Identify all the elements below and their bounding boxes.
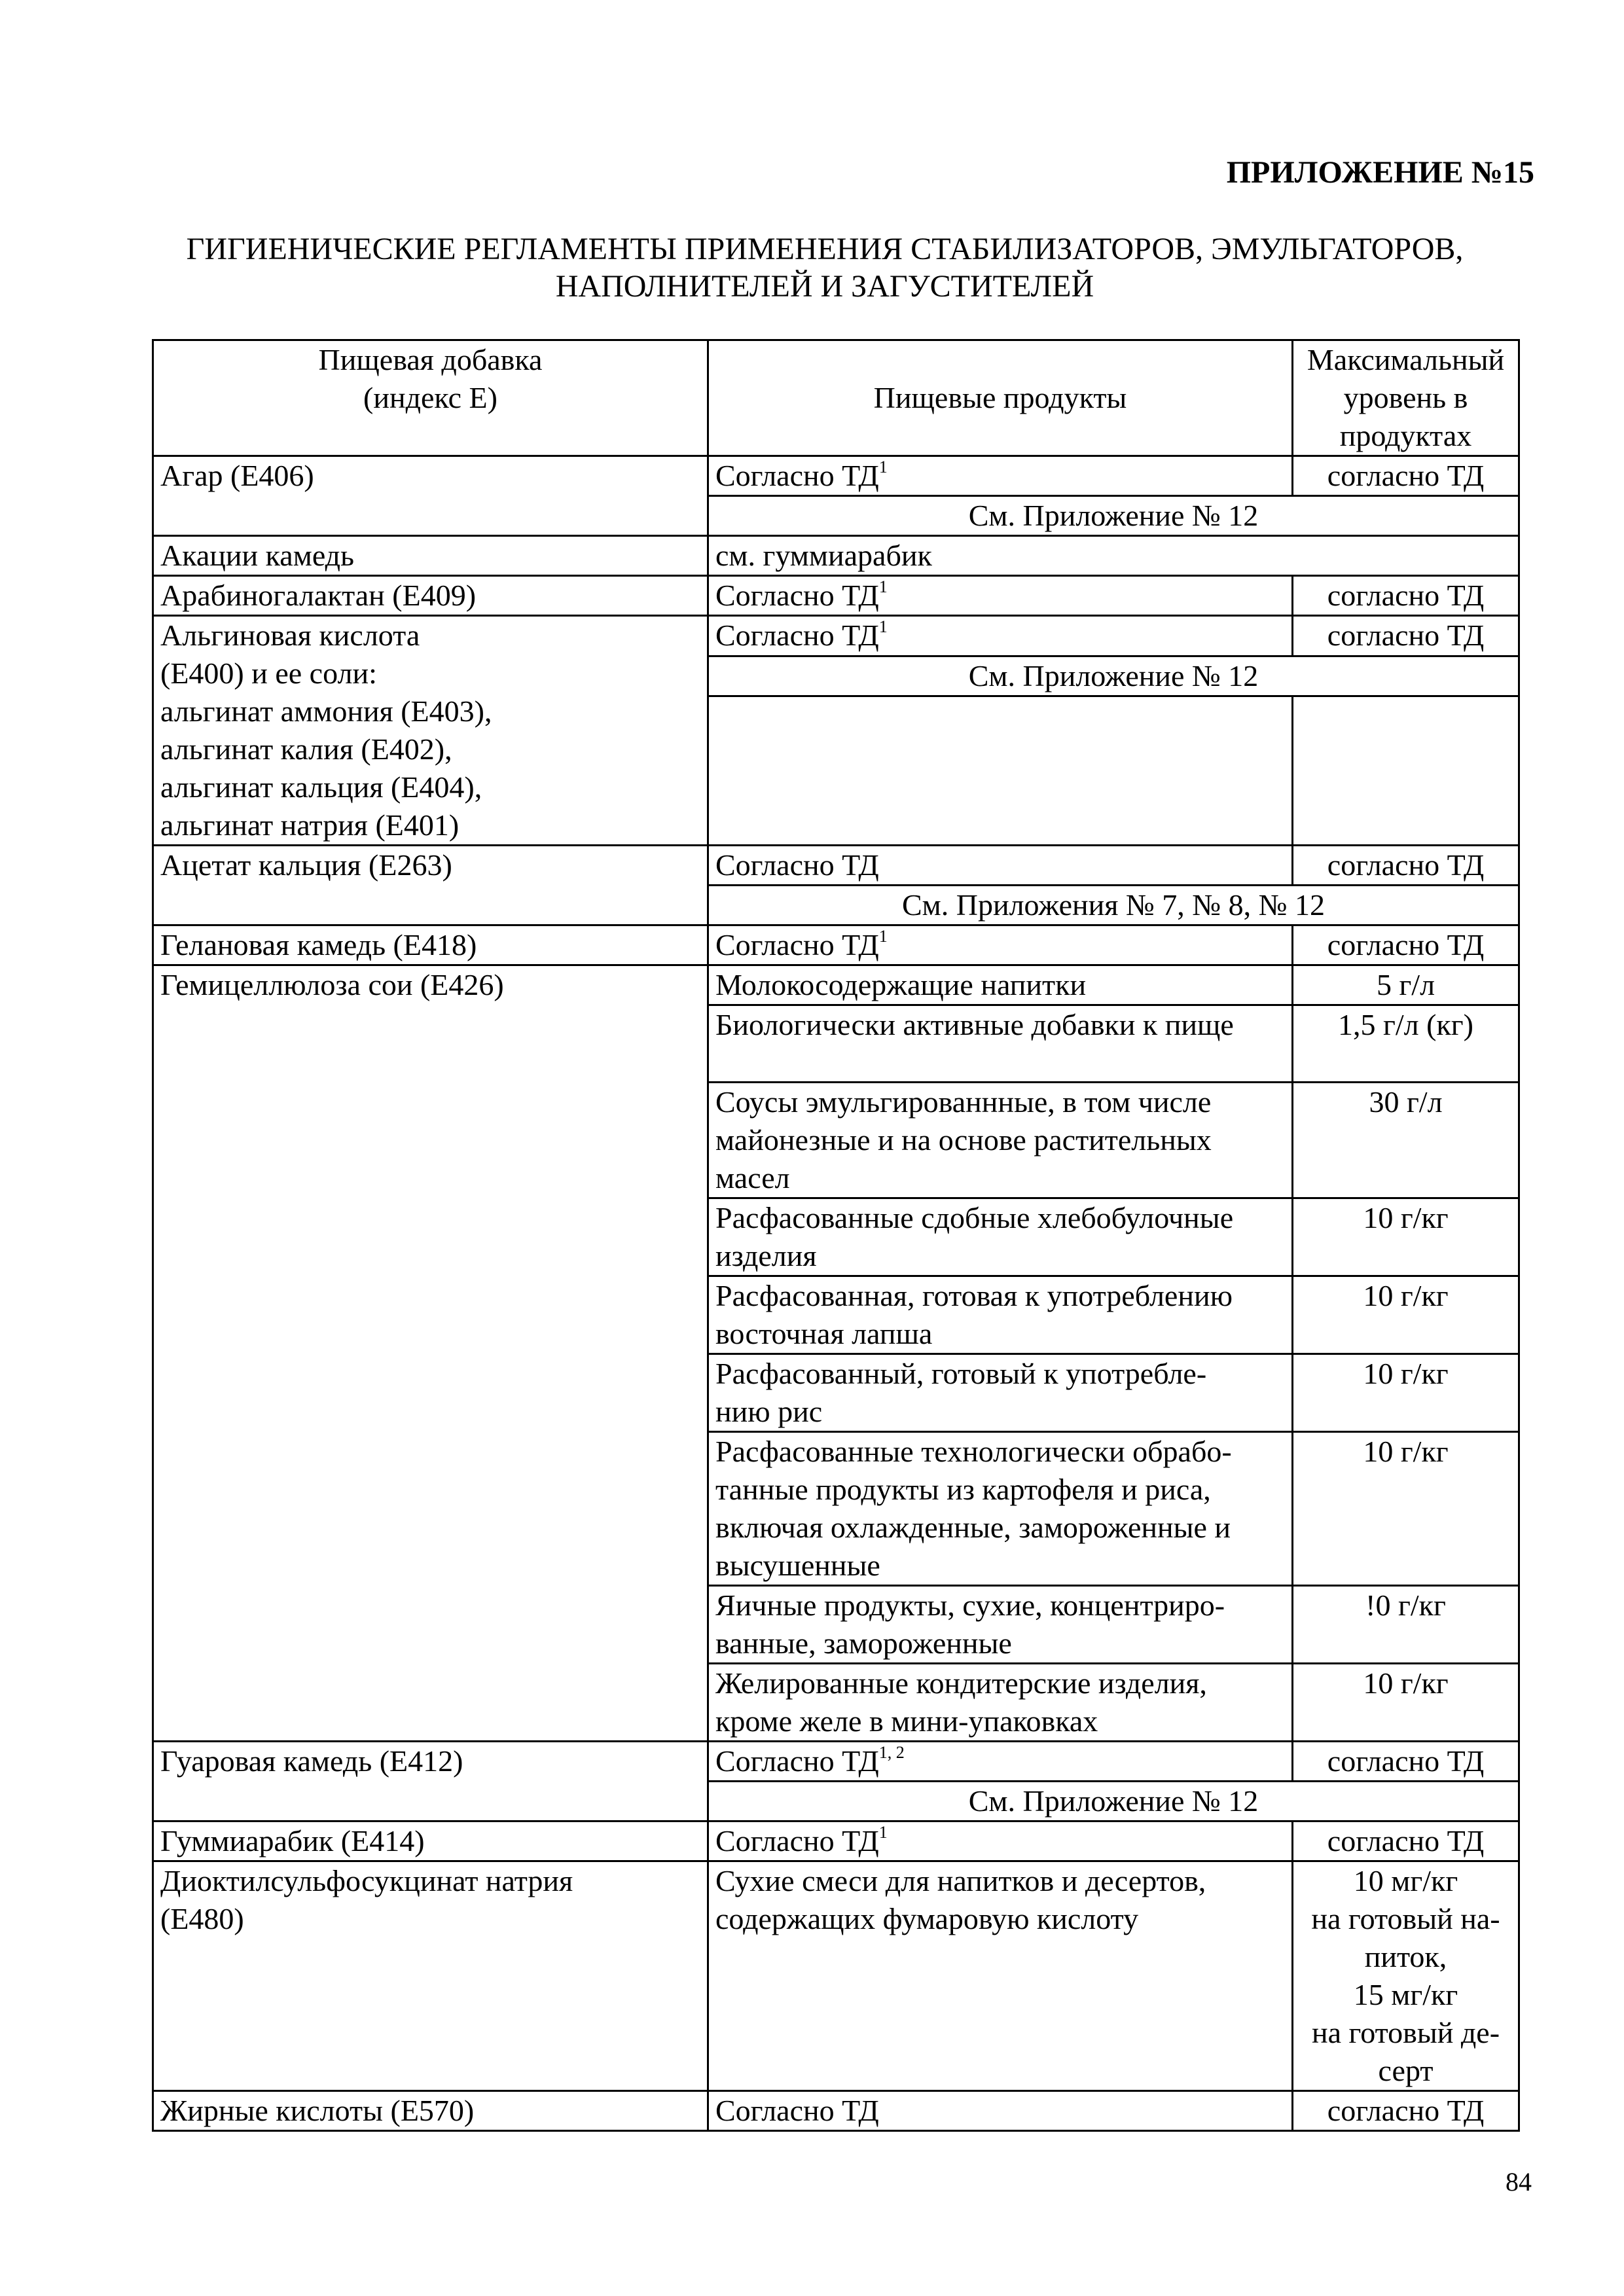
- level-cell: согласно ТД: [1293, 576, 1519, 616]
- header-text: (индекс Е): [363, 381, 497, 414]
- product-text: Согласно ТД: [715, 459, 879, 492]
- product-line: содержащих фумаровую кислоту: [715, 1902, 1139, 1935]
- table-row: [153, 2091, 1519, 2131]
- additive-cell: Ацетат кальция (Е263): [153, 846, 708, 925]
- product-cell: [708, 1586, 1293, 1664]
- product-cell: [708, 456, 1293, 496]
- footnote-mark: 1, 2: [878, 1743, 905, 1762]
- additive-cell: Гелановая камедь (Е418): [153, 925, 708, 965]
- level-cell: 5 г/л: [1293, 965, 1519, 1005]
- footnote-mark: 1: [878, 457, 888, 476]
- header-text: продуктах: [1339, 419, 1472, 452]
- level-line: серт: [1378, 2054, 1434, 2087]
- product-line: Молокосодержащие напитки: [715, 968, 1087, 1001]
- product-cell: [708, 576, 1293, 616]
- product-text: Согласно ТД: [715, 1824, 879, 1857]
- note-cell: См. Приложение № 12: [708, 1782, 1519, 1821]
- product-line: включая охлажденные, замороженные и: [715, 1511, 1231, 1544]
- appendix-heading: ПРИЛОЖЕНИЕ №15: [1226, 155, 1534, 190]
- level-cell: согласно ТД: [1293, 2091, 1519, 2131]
- additive-line: альгинат аммония (Е403),: [160, 694, 492, 728]
- header-text: уровень в: [1343, 381, 1468, 414]
- level-cell: 10 г/кг: [1293, 1198, 1519, 1276]
- product-cell: [708, 1354, 1293, 1432]
- header-additive: [153, 340, 708, 456]
- product-text: Согласно ТД: [715, 928, 879, 961]
- product-cell: [708, 925, 1293, 965]
- level-cell: согласно ТД: [1293, 925, 1519, 965]
- level-line: 10 мг/кг: [1353, 1864, 1458, 1897]
- additive-cell: Гемицеллюлоза сои (Е426): [153, 965, 708, 1742]
- product-cell: Согласно ТД: [708, 2091, 1293, 2131]
- level-cell: согласно ТД: [1293, 846, 1519, 886]
- additive-line: Альгиновая кислота: [160, 619, 420, 652]
- product-line: восточная лапша: [715, 1317, 933, 1350]
- product-line: танные продукты из картофеля и риса,: [715, 1473, 1211, 1506]
- additive-cell: [153, 1861, 708, 2091]
- product-line: Расфасованная, готовая к употреблению: [715, 1279, 1233, 1312]
- level-cell: согласно ТД: [1293, 456, 1519, 496]
- level-cell: согласно ТД: [1293, 616, 1519, 656]
- empty-cell: [1293, 696, 1519, 846]
- title-line: НАПОЛНИТЕЛЕЙ И ЗАГУСТИТЕЛЕЙ: [555, 269, 1094, 304]
- level-cell: 1,5 г/л (кг): [1293, 1005, 1519, 1083]
- table-row: [153, 616, 1519, 656]
- additive-line: Диоктилсульфосукцинат натрия: [160, 1864, 573, 1897]
- product-cell: [708, 1276, 1293, 1354]
- product-cell: [708, 1742, 1293, 1782]
- additive-cell: Жирные кислоты (Е570): [153, 2091, 708, 2131]
- product-text: Согласно ТД: [715, 1744, 879, 1778]
- product-line: нию рис: [715, 1395, 823, 1428]
- table-row: [153, 846, 1519, 886]
- product-line: высушенные: [715, 1549, 880, 1582]
- regulations-table: [152, 339, 1520, 2132]
- footnote-mark: 1: [878, 927, 888, 946]
- product-line: Соусы эмульгированнные, в том числе: [715, 1085, 1212, 1119]
- table-row: [153, 576, 1519, 616]
- level-line: 15 мг/кг: [1353, 1978, 1458, 2011]
- product-line: масел: [715, 1161, 790, 1194]
- product-line: Сухие смеси для напитков и десертов,: [715, 1864, 1206, 1897]
- additive-line: альгинат натрия (Е401): [160, 808, 460, 842]
- level-cell: 10 г/кг: [1293, 1664, 1519, 1742]
- note-cell: См. Приложение № 12: [708, 656, 1519, 696]
- page-number: 84: [1506, 2167, 1532, 2197]
- level-line: на готовый де-: [1311, 2016, 1500, 2049]
- footnote-mark: 1: [878, 1823, 888, 1842]
- additive-line: альгинат калия (Е402),: [160, 732, 452, 766]
- empty-cell: [708, 696, 1293, 846]
- additive-line: (Е480): [160, 1902, 244, 1935]
- level-line: на готовый на-: [1311, 1902, 1500, 1935]
- level-cell: [1293, 1861, 1519, 2091]
- product-cell: [708, 616, 1293, 656]
- footnote-mark: 1: [878, 577, 888, 596]
- table-row: [153, 1742, 1519, 1782]
- product-cell: [708, 1005, 1293, 1083]
- document-title: [118, 230, 1532, 305]
- additive-cell: Гуаровая камедь (Е412): [153, 1742, 708, 1821]
- level-cell: 10 г/кг: [1293, 1276, 1519, 1354]
- level-cell: 10 г/кг: [1293, 1354, 1519, 1432]
- level-line: питок,: [1364, 1940, 1447, 1973]
- level-cell: 30 г/л: [1293, 1083, 1519, 1198]
- product-line: Биологически активные добавки к пище: [715, 1008, 1234, 1041]
- additive-cell: Акации камедь: [153, 536, 708, 576]
- footnote-mark: 1: [878, 617, 888, 636]
- table-header-row: [153, 340, 1519, 456]
- product-line: Желированные кондитерские изделия,: [715, 1666, 1207, 1700]
- product-line: Расфасованные сдобные хлебобулочные: [715, 1201, 1234, 1234]
- product-line: Яичные продукты, сухие, концентриро-: [715, 1588, 1225, 1622]
- product-cell: [708, 1664, 1293, 1742]
- additive-line: альгинат кальция (Е404),: [160, 770, 482, 804]
- product-line: ванные, замороженные: [715, 1626, 1012, 1660]
- header-text: Максимальный: [1307, 343, 1505, 376]
- product-line: майонезные и на основе растительных: [715, 1123, 1212, 1157]
- level-cell: 10 г/кг: [1293, 1432, 1519, 1586]
- additive-cell: Гуммиарабик (Е414): [153, 1821, 708, 1861]
- product-cell: [708, 965, 1293, 1005]
- additive-cell: Агар (Е406): [153, 456, 708, 536]
- header-products: Пищевые продукты: [708, 340, 1293, 456]
- level-cell: согласно ТД: [1293, 1742, 1519, 1782]
- product-cell: Согласно ТД: [708, 846, 1293, 886]
- table-row: [153, 1861, 1519, 2091]
- product-cell: [708, 1198, 1293, 1276]
- product-line: Расфасованный, готовый к употребле-: [715, 1357, 1207, 1390]
- product-cell: [708, 1861, 1293, 2091]
- product-cell: [708, 1821, 1293, 1861]
- table-row: [153, 925, 1519, 965]
- product-line: кроме желе в мини-упаковках: [715, 1704, 1098, 1738]
- level-cell: !0 г/кг: [1293, 1586, 1519, 1664]
- additive-cell: [153, 616, 708, 846]
- product-cell: см. гуммиарабик: [708, 536, 1519, 576]
- table-row: [153, 1821, 1519, 1861]
- additive-line: (Е400) и ее соли:: [160, 656, 377, 690]
- product-text: Согласно ТД: [715, 579, 879, 612]
- note-cell: См. Приложение № 12: [708, 496, 1519, 536]
- product-line: Расфасованные технологически обрабо-: [715, 1435, 1232, 1468]
- level-cell: согласно ТД: [1293, 1821, 1519, 1861]
- product-cell: [708, 1083, 1293, 1198]
- header-text: Пищевая добавка: [318, 343, 543, 376]
- header-max-level: [1293, 340, 1519, 456]
- table-row: [153, 536, 1519, 576]
- table-row: [153, 965, 1519, 1005]
- product-text: Согласно ТД: [715, 619, 879, 652]
- title-line: ГИГИЕНИЧЕСКИЕ РЕГЛАМЕНТЫ ПРИМЕНЕНИЯ СТАБИЛИЗАТОРОВ, ЭМУЛЬГАТОРОВ,: [186, 232, 1464, 266]
- note-cell: См. Приложения № 7, № 8, № 12: [708, 886, 1519, 925]
- additive-cell: Арабиногалактан (Е409): [153, 576, 708, 616]
- product-line: изделия: [715, 1239, 817, 1272]
- table-row: [153, 456, 1519, 496]
- product-cell: [708, 1432, 1293, 1586]
